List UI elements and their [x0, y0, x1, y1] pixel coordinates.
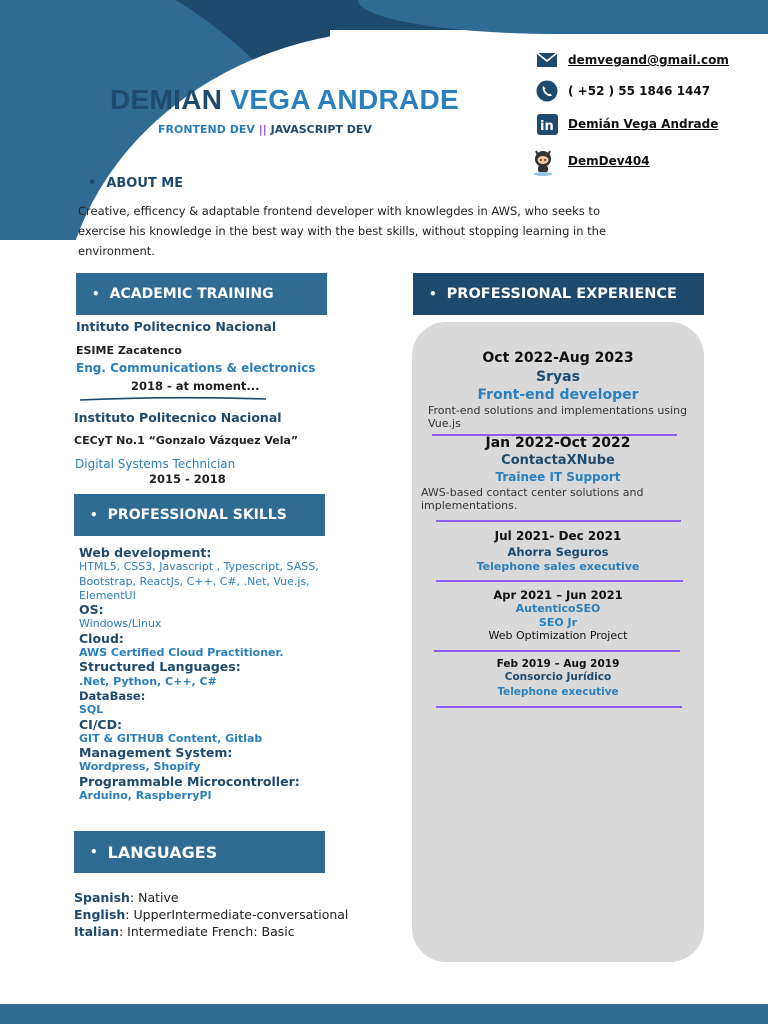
language-item: Italian: Intermediate French: Basic: [74, 924, 295, 939]
full-name: [110, 84, 459, 116]
bottom-bar: [0, 1004, 768, 1024]
phone-icon: [536, 80, 558, 102]
experience-company: Sryas: [536, 369, 580, 385]
experience-divider: [434, 650, 680, 652]
language-item: Spanish: Native: [74, 890, 179, 905]
experience-period: Feb 2019 – Aug 2019: [496, 658, 620, 670]
experience-role: Trainee IT Support: [495, 470, 621, 484]
languages-title: LANGUAGES: [107, 842, 218, 862]
skill-category: Structured Languages:: [79, 659, 241, 675]
academic-school-2: CECyT No.1 “Gonzalo Vázquez Vela”: [74, 434, 299, 447]
contact-email[interactable]: [536, 49, 729, 71]
skill-category: Web development:: [79, 545, 212, 560]
experience-role: Front-end developer: [477, 387, 639, 403]
mail-icon: [536, 49, 558, 71]
experience-role: SEO Jr: [538, 616, 578, 629]
job-subtitle: [158, 123, 372, 136]
experience-period: Apr 2021 – Jun 2021: [493, 588, 623, 602]
experience-role: Telephone sales executive: [476, 560, 640, 573]
contact-linkedin[interactable]: [536, 113, 718, 135]
experience-title: PROFESSIONAL EXPERIENCE: [446, 286, 677, 302]
academic-period-2: 2015 - 2018: [149, 472, 226, 486]
language-item: English: UpperIntermediate-conversational: [74, 907, 349, 922]
skill-value: GIT & GITHUB Content, Gitlab: [79, 731, 263, 745]
skill-category: DataBase:: [79, 688, 146, 703]
email-link[interactable]: demvegand@gmail.com: [568, 53, 729, 67]
skill-value: HTML5, CSS3, Javascript , Typescript, SASS, Bootstrap, ReactJs, C++, C#, .Net, Vue.js, ElementUI: [79, 560, 319, 602]
contact-github[interactable]: [528, 145, 650, 177]
experience-divider: [436, 520, 681, 522]
academic-degree-2: Digital Systems Technician: [75, 457, 236, 471]
skill-category: CI/CD:: [79, 716, 122, 732]
experience-company: AutenticoSEO: [515, 602, 601, 615]
skill-category: Programmable Microcontroller:: [79, 773, 300, 789]
skill-value: Windows/Linux: [79, 617, 162, 631]
skill-category: Cloud:: [79, 630, 124, 646]
academic-institution-2: Instituto Politecnico Nacional: [74, 410, 282, 425]
experience-period: Oct 2022-Aug 2023: [482, 350, 634, 366]
academic-degree-1: Eng. Communications & electronics: [76, 361, 316, 375]
role-2: JAVASCRIPT DEV: [270, 123, 372, 136]
experience-company: ContactaXNube: [501, 453, 615, 468]
skill-value: Wordpress, Shopify: [79, 760, 201, 774]
skill-value: AWS Certified Cloud Practitioner.: [79, 646, 284, 660]
languages-header: • LANGUAGES: [74, 831, 325, 873]
academic-divider: [78, 396, 268, 402]
experience-company: Consorcio Jurídico: [504, 671, 612, 683]
academic-header: • ACADEMIC TRAINING: [76, 273, 327, 315]
experience-divider: [436, 580, 683, 582]
linkedin-link[interactable]: Demián Vega Andrade: [568, 117, 719, 131]
role-separator: ||: [258, 123, 267, 136]
contact-phone[interactable]: [536, 80, 710, 102]
skills-title: PROFESSIONAL SKILLS: [107, 507, 287, 523]
experience-company: Ahorra Seguros: [507, 545, 609, 559]
skill-value: SQL: [79, 703, 104, 717]
linkedin-icon: [536, 113, 558, 135]
skill-value: Arduino, RaspberryPI: [79, 789, 212, 803]
about-text: Creative, efficency & adaptable frontend developer with knowlegdes in AWS, who seeks to exercise his knowledge in the best way with the best skills, without stopping learning in the environment.: [78, 204, 607, 258]
experience-description: AWS-based contact center solutions and implementations.: [421, 486, 644, 512]
academic-title: ACADEMIC TRAINING: [109, 286, 274, 302]
skills-header: • PROFESSIONAL SKILLS: [74, 494, 325, 536]
academic-institution-1: Intituto Politecnico Nacional: [76, 319, 277, 334]
about-title: • ABOUT ME: [88, 176, 184, 191]
role-1: FRONTEND DEV: [158, 123, 255, 136]
experience-period: Jul 2021- Dec 2021: [494, 529, 622, 543]
academic-period-1: 2018 - at moment...: [131, 379, 260, 393]
skills-list: [79, 546, 329, 803]
first-name: DEMIAN: [110, 84, 223, 115]
github-link[interactable]: DemDev404: [568, 154, 650, 168]
github-octocat-icon: [528, 145, 558, 177]
last-name: VEGA ANDRADE: [230, 84, 459, 115]
skill-category: Management System:: [79, 745, 233, 761]
experience-description: Front-end solutions and implementations using Vue.js: [428, 404, 688, 430]
languages-list: [74, 889, 348, 940]
phone-number[interactable]: ( +52 ) 55 1846 1447: [568, 84, 711, 98]
experience-header: • PROFESSIONAL EXPERIENCE: [413, 273, 704, 315]
experience-role: Telephone executive: [497, 686, 619, 698]
academic-school-1: ESIME Zacatenco: [76, 344, 182, 357]
experience-period: Jan 2022-Oct 2022: [485, 435, 631, 451]
skill-value: .Net, Python, C++, C#: [79, 674, 217, 688]
svg-text:in: in: [539, 118, 554, 134]
experience-description: Web Optimization Project: [488, 629, 628, 642]
experience-divider: [436, 706, 682, 708]
skill-category: OS:: [79, 602, 104, 618]
